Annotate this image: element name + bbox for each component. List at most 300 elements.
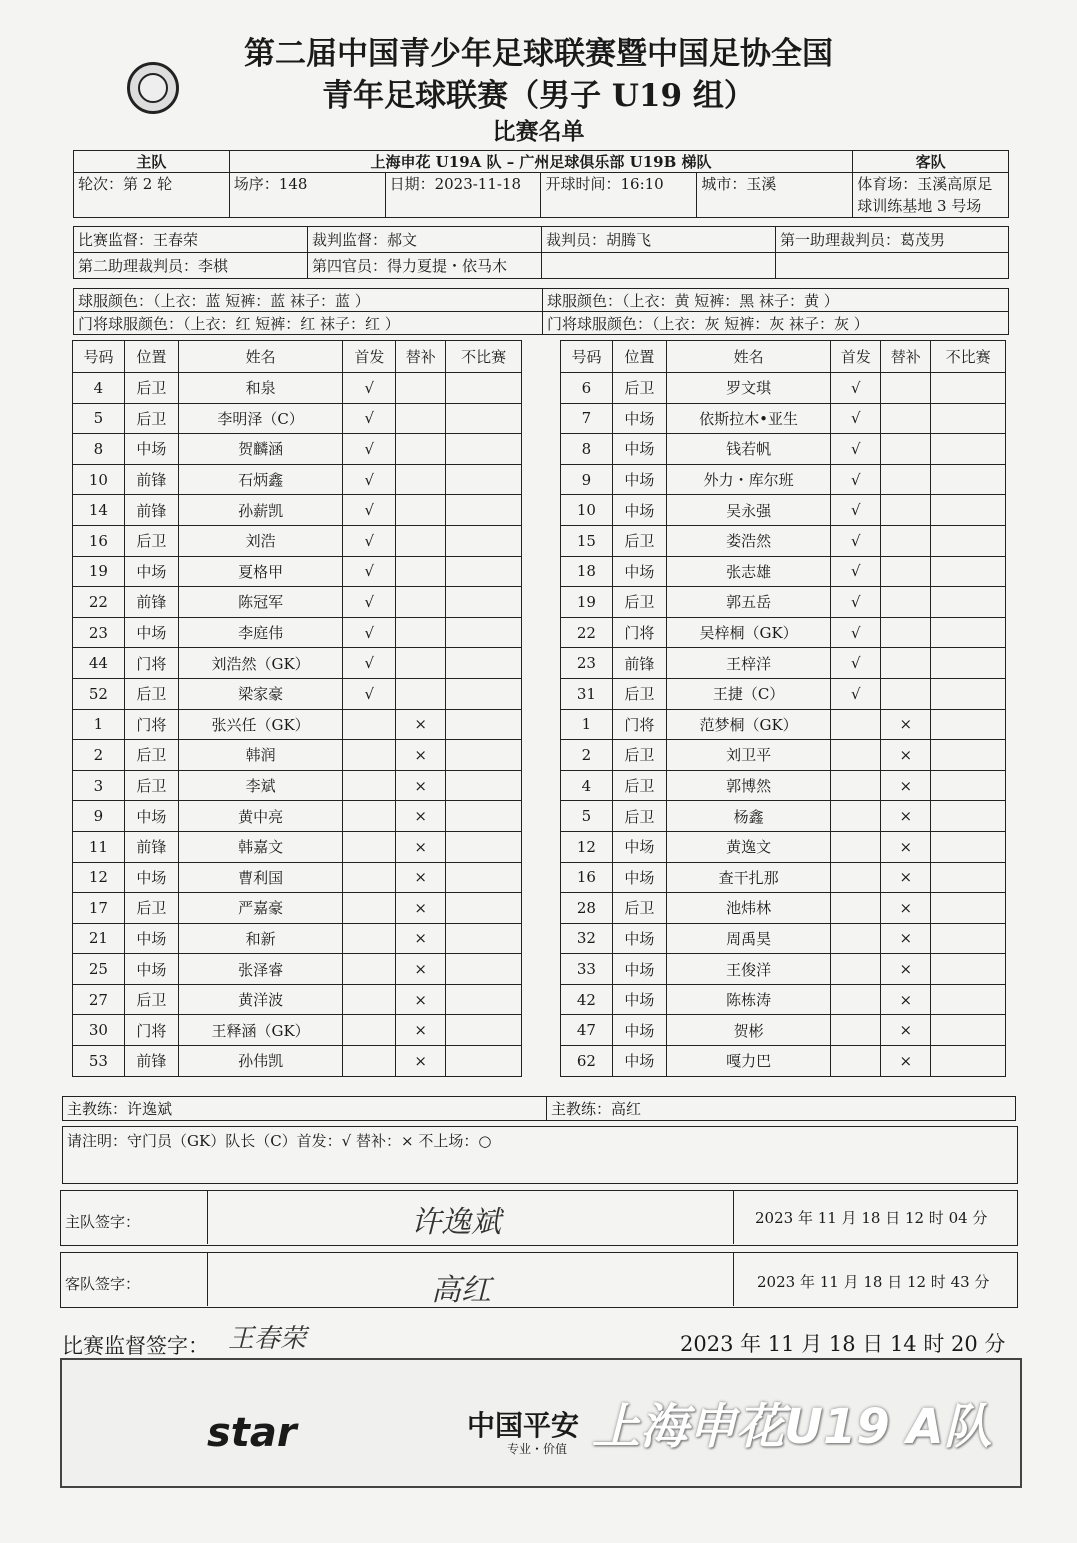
sub-mark <box>881 495 931 526</box>
starter-mark: √ <box>343 373 396 404</box>
player-number: 5 <box>561 801 613 832</box>
player-name: 池炜林 <box>666 893 831 924</box>
sub-mark: × <box>396 1015 446 1046</box>
player-position: 中场 <box>612 495 666 526</box>
player-position: 后卫 <box>612 770 666 801</box>
away-player-row <box>561 923 1006 954</box>
player-name: 娄浩然 <box>666 525 831 556</box>
player-position: 中场 <box>612 984 666 1015</box>
absent-mark <box>446 678 522 709</box>
player-number: 9 <box>561 464 613 495</box>
away-signature-time: 2023 年 11 月 18 日 12 时 43 分 <box>757 1273 990 1291</box>
player-position: 后卫 <box>124 770 178 801</box>
player-name: 郭博然 <box>666 770 831 801</box>
player-position: 门将 <box>612 617 666 648</box>
player-name: 范梦桐（GK） <box>666 709 831 740</box>
referee-cell: 裁判员：胡腾飞 <box>542 227 776 253</box>
player-number: 12 <box>73 862 125 893</box>
sub-mark <box>881 587 931 618</box>
match-info-table <box>73 150 1009 218</box>
player-number: 3 <box>73 770 125 801</box>
player-number: 53 <box>73 1046 125 1077</box>
sub-mark: × <box>881 923 931 954</box>
starter-mark: √ <box>343 495 396 526</box>
star-logo: star <box>207 1410 297 1456</box>
match-no-cell: 场序：148 <box>229 173 385 218</box>
home-player-row <box>73 862 522 893</box>
absent-mark <box>446 556 522 587</box>
player-position: 中场 <box>124 801 178 832</box>
sub-mark <box>881 373 931 404</box>
sub-mark: × <box>396 770 446 801</box>
absent-mark <box>446 525 522 556</box>
player-number: 9 <box>73 801 125 832</box>
player-position: 后卫 <box>612 801 666 832</box>
stadium-cell: 体育场：玉溪高原足球训练基地 3 号场 <box>853 173 1009 218</box>
away-signature-label: 客队签字： <box>65 1275 141 1293</box>
starter-mark: √ <box>831 525 881 556</box>
absent-mark <box>931 525 1006 556</box>
starter-mark <box>831 1046 881 1077</box>
home-column-header: 首发 <box>343 341 396 373</box>
sub-mark: × <box>881 954 931 985</box>
absent-mark <box>931 1046 1006 1077</box>
away-roster-table <box>560 340 1006 1077</box>
player-position: 门将 <box>612 709 666 740</box>
home-player-row <box>73 403 522 434</box>
absent-mark <box>931 617 1006 648</box>
home-player-row <box>73 556 522 587</box>
starter-mark: √ <box>831 617 881 648</box>
home-column-header: 不比赛 <box>446 341 522 373</box>
home-player-row <box>73 770 522 801</box>
player-position: 中场 <box>124 954 178 985</box>
sub-mark: × <box>881 770 931 801</box>
sponsor-footer <box>60 1358 1022 1488</box>
player-position: 前锋 <box>124 495 178 526</box>
home-column-header: 号码 <box>73 341 125 373</box>
player-name: 黄逸文 <box>666 831 831 862</box>
home-column-header: 替补 <box>396 341 446 373</box>
note-box <box>62 1126 1018 1184</box>
supervisor-cell: 比赛监督：王春荣 <box>74 227 308 253</box>
player-number: 27 <box>73 984 125 1015</box>
starter-mark: √ <box>343 464 396 495</box>
player-number: 25 <box>73 954 125 985</box>
home-player-row <box>73 831 522 862</box>
teams-label: 上海申花 U19A 队 – 广州足球俱乐部 U19B 梯队 <box>229 151 852 173</box>
sub-mark: × <box>881 862 931 893</box>
player-position: 前锋 <box>124 1046 178 1077</box>
absent-mark <box>446 1046 522 1077</box>
absent-mark <box>931 373 1006 404</box>
player-number: 1 <box>561 709 613 740</box>
absent-mark <box>931 678 1006 709</box>
home-player-row <box>73 587 522 618</box>
absent-mark <box>446 923 522 954</box>
player-number: 17 <box>73 893 125 924</box>
player-name: 石炳鑫 <box>178 464 343 495</box>
away-player-row <box>561 525 1006 556</box>
sub-mark: × <box>881 1046 931 1077</box>
home-player-row <box>73 495 522 526</box>
starter-mark <box>343 801 396 832</box>
sub-mark: × <box>396 923 446 954</box>
starter-mark <box>831 923 881 954</box>
player-number: 19 <box>561 587 613 618</box>
player-name: 梁家豪 <box>178 678 343 709</box>
home-player-row <box>73 464 522 495</box>
sub-mark <box>396 495 446 526</box>
absent-mark <box>931 709 1006 740</box>
sub-mark: × <box>396 1046 446 1077</box>
starter-mark: √ <box>831 587 881 618</box>
away-coach-cell: 主教练：高红 <box>547 1097 1016 1121</box>
player-number: 8 <box>73 434 125 465</box>
away-player-row <box>561 556 1006 587</box>
player-number: 10 <box>561 495 613 526</box>
away-player-row <box>561 464 1006 495</box>
officials-table <box>73 226 1009 279</box>
home-signature: 许逸斌 <box>411 1205 501 1240</box>
starter-mark <box>831 984 881 1015</box>
home-player-row <box>73 1046 522 1077</box>
player-number: 21 <box>73 923 125 954</box>
absent-mark <box>446 464 522 495</box>
pingan-logo: 中国平安 <box>467 1409 580 1442</box>
supervisor-signature: 王春荣 <box>228 1324 307 1354</box>
note-text: 请注明：守门员（GK）队长（C）首发：√ 替补：× 不上场：○ <box>67 1132 492 1150</box>
player-name: 罗文琪 <box>666 373 831 404</box>
sub-mark: × <box>396 801 446 832</box>
home-label: 主队 <box>74 151 230 173</box>
absent-mark <box>931 984 1006 1015</box>
city-cell: 城市：玉溪 <box>697 173 853 218</box>
away-column-header: 首发 <box>831 341 881 373</box>
absent-mark <box>446 740 522 771</box>
absent-mark <box>446 648 522 679</box>
player-position: 中场 <box>612 862 666 893</box>
absent-mark <box>931 862 1006 893</box>
sub-mark: × <box>396 984 446 1015</box>
away-column-header: 不比赛 <box>931 341 1006 373</box>
absent-mark <box>446 893 522 924</box>
player-number: 11 <box>73 831 125 862</box>
starter-mark: √ <box>343 403 396 434</box>
player-position: 后卫 <box>124 403 178 434</box>
home-player-row <box>73 984 522 1015</box>
player-name: 陈冠军 <box>178 587 343 618</box>
player-position: 中场 <box>124 556 178 587</box>
player-number: 4 <box>561 770 613 801</box>
sub-mark <box>396 373 446 404</box>
sub-mark <box>396 587 446 618</box>
player-name: 刘浩 <box>178 525 343 556</box>
sub-mark: × <box>396 862 446 893</box>
player-position: 前锋 <box>612 648 666 679</box>
sub-mark: × <box>881 831 931 862</box>
sub-mark: × <box>396 831 446 862</box>
away-player-row <box>561 893 1006 924</box>
away-player-row <box>561 740 1006 771</box>
absent-mark <box>931 770 1006 801</box>
player-number: 44 <box>73 648 125 679</box>
player-name: 王俊洋 <box>666 954 831 985</box>
starter-mark <box>343 770 396 801</box>
player-position: 前锋 <box>124 587 178 618</box>
player-number: 5 <box>73 403 125 434</box>
player-name: 张志雄 <box>666 556 831 587</box>
player-name: 李庭伟 <box>178 617 343 648</box>
home-coach-cell: 主教练：许逸斌 <box>63 1097 547 1121</box>
player-number: 2 <box>73 740 125 771</box>
sub-mark <box>396 678 446 709</box>
date-cell: 日期：2023-11-18 <box>385 173 541 218</box>
player-position: 后卫 <box>612 525 666 556</box>
starter-mark <box>343 862 396 893</box>
round-cell: 轮次：第 2 轮 <box>74 173 230 218</box>
starter-mark <box>343 984 396 1015</box>
player-name: 刘卫平 <box>666 740 831 771</box>
player-number: 18 <box>561 556 613 587</box>
away-player-row <box>561 1015 1006 1046</box>
player-number: 4 <box>73 373 125 404</box>
player-name: 和新 <box>178 923 343 954</box>
player-number: 7 <box>561 403 613 434</box>
away-signature: 高红 <box>431 1273 491 1308</box>
home-column-header: 姓名 <box>178 341 343 373</box>
player-position: 后卫 <box>612 740 666 771</box>
sub-mark <box>396 434 446 465</box>
sub-mark: × <box>881 801 931 832</box>
starter-mark: √ <box>831 556 881 587</box>
starter-mark <box>831 770 881 801</box>
player-number: 1 <box>73 709 125 740</box>
sub-mark: × <box>881 740 931 771</box>
absent-mark <box>446 831 522 862</box>
player-number: 14 <box>73 495 125 526</box>
away-column-header: 号码 <box>561 341 613 373</box>
kickoff-cell: 开球时间：16:10 <box>541 173 697 218</box>
away-column-header: 替补 <box>881 341 931 373</box>
home-kit-cell: 球服颜色：（上衣：蓝 短裤：蓝 袜子：蓝 ） <box>74 289 543 312</box>
away-player-row <box>561 373 1006 404</box>
starter-mark: √ <box>831 434 881 465</box>
absent-mark <box>446 801 522 832</box>
player-name: 张兴任（GK） <box>178 709 343 740</box>
player-number: 32 <box>561 923 613 954</box>
starter-mark <box>343 709 396 740</box>
player-name: 曹利国 <box>178 862 343 893</box>
player-name: 外力・库尔班 <box>666 464 831 495</box>
player-name: 吴梓桐（GK） <box>666 617 831 648</box>
sub-mark: × <box>396 954 446 985</box>
player-name: 黄洋波 <box>178 984 343 1015</box>
away-player-row <box>561 770 1006 801</box>
absent-mark <box>446 862 522 893</box>
player-number: 28 <box>561 893 613 924</box>
sub-mark <box>396 648 446 679</box>
starter-mark: √ <box>343 648 396 679</box>
fourth-official-cell: 第四官员：得力夏提・依马木 <box>308 253 542 279</box>
away-player-row <box>561 403 1006 434</box>
player-name: 陈栋涛 <box>666 984 831 1015</box>
away-player-row <box>561 862 1006 893</box>
starter-mark: √ <box>343 525 396 556</box>
ar1-cell: 第一助理裁判员：葛茂男 <box>776 227 1009 253</box>
player-number: 23 <box>561 648 613 679</box>
player-name: 嘎力巴 <box>666 1046 831 1077</box>
absent-mark <box>931 1015 1006 1046</box>
player-name: 刘浩然（GK） <box>178 648 343 679</box>
home-player-row <box>73 648 522 679</box>
player-number: 8 <box>561 434 613 465</box>
away-player-row <box>561 954 1006 985</box>
player-name: 夏格甲 <box>178 556 343 587</box>
player-position: 中场 <box>612 556 666 587</box>
player-position: 中场 <box>124 434 178 465</box>
player-name: 贺彬 <box>666 1015 831 1046</box>
player-name: 郭五岳 <box>666 587 831 618</box>
absent-mark <box>446 770 522 801</box>
away-kit-cell: 球服颜色：（上衣：黄 短裤：黑 袜子：黄 ） <box>543 289 1009 312</box>
absent-mark <box>446 495 522 526</box>
player-position: 后卫 <box>124 373 178 404</box>
player-position: 后卫 <box>124 893 178 924</box>
player-position: 中场 <box>612 923 666 954</box>
sub-mark: × <box>881 709 931 740</box>
sub-mark: × <box>396 893 446 924</box>
home-signature-time: 2023 年 11 月 18 日 12 时 04 分 <box>755 1209 988 1227</box>
player-number: 23 <box>73 617 125 648</box>
absent-mark <box>931 464 1006 495</box>
player-number: 22 <box>561 617 613 648</box>
empty-cell <box>776 253 1009 279</box>
away-player-row <box>561 1046 1006 1077</box>
player-position: 门将 <box>124 648 178 679</box>
player-position: 中场 <box>612 954 666 985</box>
absent-mark <box>931 648 1006 679</box>
sub-mark <box>881 617 931 648</box>
player-number: 22 <box>73 587 125 618</box>
away-player-row <box>561 831 1006 862</box>
sub-mark <box>881 678 931 709</box>
player-position: 后卫 <box>612 893 666 924</box>
starter-mark <box>343 831 396 862</box>
absent-mark <box>931 556 1006 587</box>
starter-mark: √ <box>831 495 881 526</box>
starter-mark <box>343 954 396 985</box>
player-name: 周禹昊 <box>666 923 831 954</box>
home-gk-kit-cell: 门将球服颜色：（上衣：红 短裤：红 袜子：红 ） <box>74 312 543 335</box>
starter-mark: √ <box>343 587 396 618</box>
home-player-row <box>73 1015 522 1046</box>
sub-mark: × <box>396 709 446 740</box>
home-player-row <box>73 923 522 954</box>
player-number: 31 <box>561 678 613 709</box>
ar2-cell: 第二助理裁判员：李棋 <box>74 253 308 279</box>
pingan-slogan: 专业・价值 <box>507 1442 568 1456</box>
sub-mark: × <box>881 984 931 1015</box>
absent-mark <box>931 495 1006 526</box>
starter-mark <box>831 862 881 893</box>
absent-mark <box>446 617 522 648</box>
home-column-header: 位置 <box>124 341 178 373</box>
player-number: 6 <box>561 373 613 404</box>
home-player-row <box>73 709 522 740</box>
starter-mark: √ <box>343 434 396 465</box>
player-number: 16 <box>73 525 125 556</box>
supervisor-signature-time: 2023 年 11 月 18 日 14 时 20 分 <box>680 1332 1006 1356</box>
player-name: 杨鑫 <box>666 801 831 832</box>
player-number: 52 <box>73 678 125 709</box>
player-position: 中场 <box>612 434 666 465</box>
player-position: 前锋 <box>124 464 178 495</box>
home-player-row <box>73 434 522 465</box>
player-number: 12 <box>561 831 613 862</box>
player-position: 前锋 <box>124 831 178 862</box>
player-name: 张泽睿 <box>178 954 343 985</box>
starter-mark <box>343 1015 396 1046</box>
home-player-row <box>73 373 522 404</box>
player-number: 15 <box>561 525 613 556</box>
starter-mark <box>831 893 881 924</box>
title-line-1: 第二届中国青少年足球联赛暨中国足协全国 <box>244 36 833 72</box>
player-position: 中场 <box>124 923 178 954</box>
player-number: 2 <box>561 740 613 771</box>
absent-mark <box>446 709 522 740</box>
away-gk-kit-cell: 门将球服颜色：（上衣：灰 短裤：灰 袜子：灰 ） <box>543 312 1009 335</box>
player-name: 依斯拉木•亚生 <box>666 403 831 434</box>
player-name: 孙薪凯 <box>178 495 343 526</box>
player-name: 韩润 <box>178 740 343 771</box>
away-player-row <box>561 495 1006 526</box>
sub-mark: × <box>881 893 931 924</box>
sub-mark <box>396 617 446 648</box>
home-player-row <box>73 525 522 556</box>
player-number: 19 <box>73 556 125 587</box>
player-name: 孙伟凯 <box>178 1046 343 1077</box>
starter-mark: √ <box>343 678 396 709</box>
player-name: 吴永强 <box>666 495 831 526</box>
player-name: 李明泽（C） <box>178 403 343 434</box>
home-player-row <box>73 678 522 709</box>
home-player-row <box>73 801 522 832</box>
absent-mark <box>446 1015 522 1046</box>
player-position: 后卫 <box>124 525 178 556</box>
sub-mark <box>396 403 446 434</box>
absent-mark <box>446 373 522 404</box>
player-name: 王捷（C） <box>666 678 831 709</box>
player-name: 和泉 <box>178 373 343 404</box>
player-number: 33 <box>561 954 613 985</box>
ref-supervisor-cell: 裁判监督：郝文 <box>308 227 542 253</box>
starter-mark: √ <box>831 403 881 434</box>
absent-mark <box>446 984 522 1015</box>
absent-mark <box>931 587 1006 618</box>
home-player-row <box>73 740 522 771</box>
player-position: 后卫 <box>612 587 666 618</box>
player-number: 62 <box>561 1046 613 1077</box>
title-line-3: 比赛名单 <box>492 118 585 145</box>
away-column-header: 姓名 <box>666 341 831 373</box>
player-name: 王释涵（GK） <box>178 1015 343 1046</box>
starter-mark <box>831 709 881 740</box>
absent-mark <box>931 893 1006 924</box>
sub-mark <box>396 556 446 587</box>
sub-mark <box>881 525 931 556</box>
away-column-header: 位置 <box>612 341 666 373</box>
